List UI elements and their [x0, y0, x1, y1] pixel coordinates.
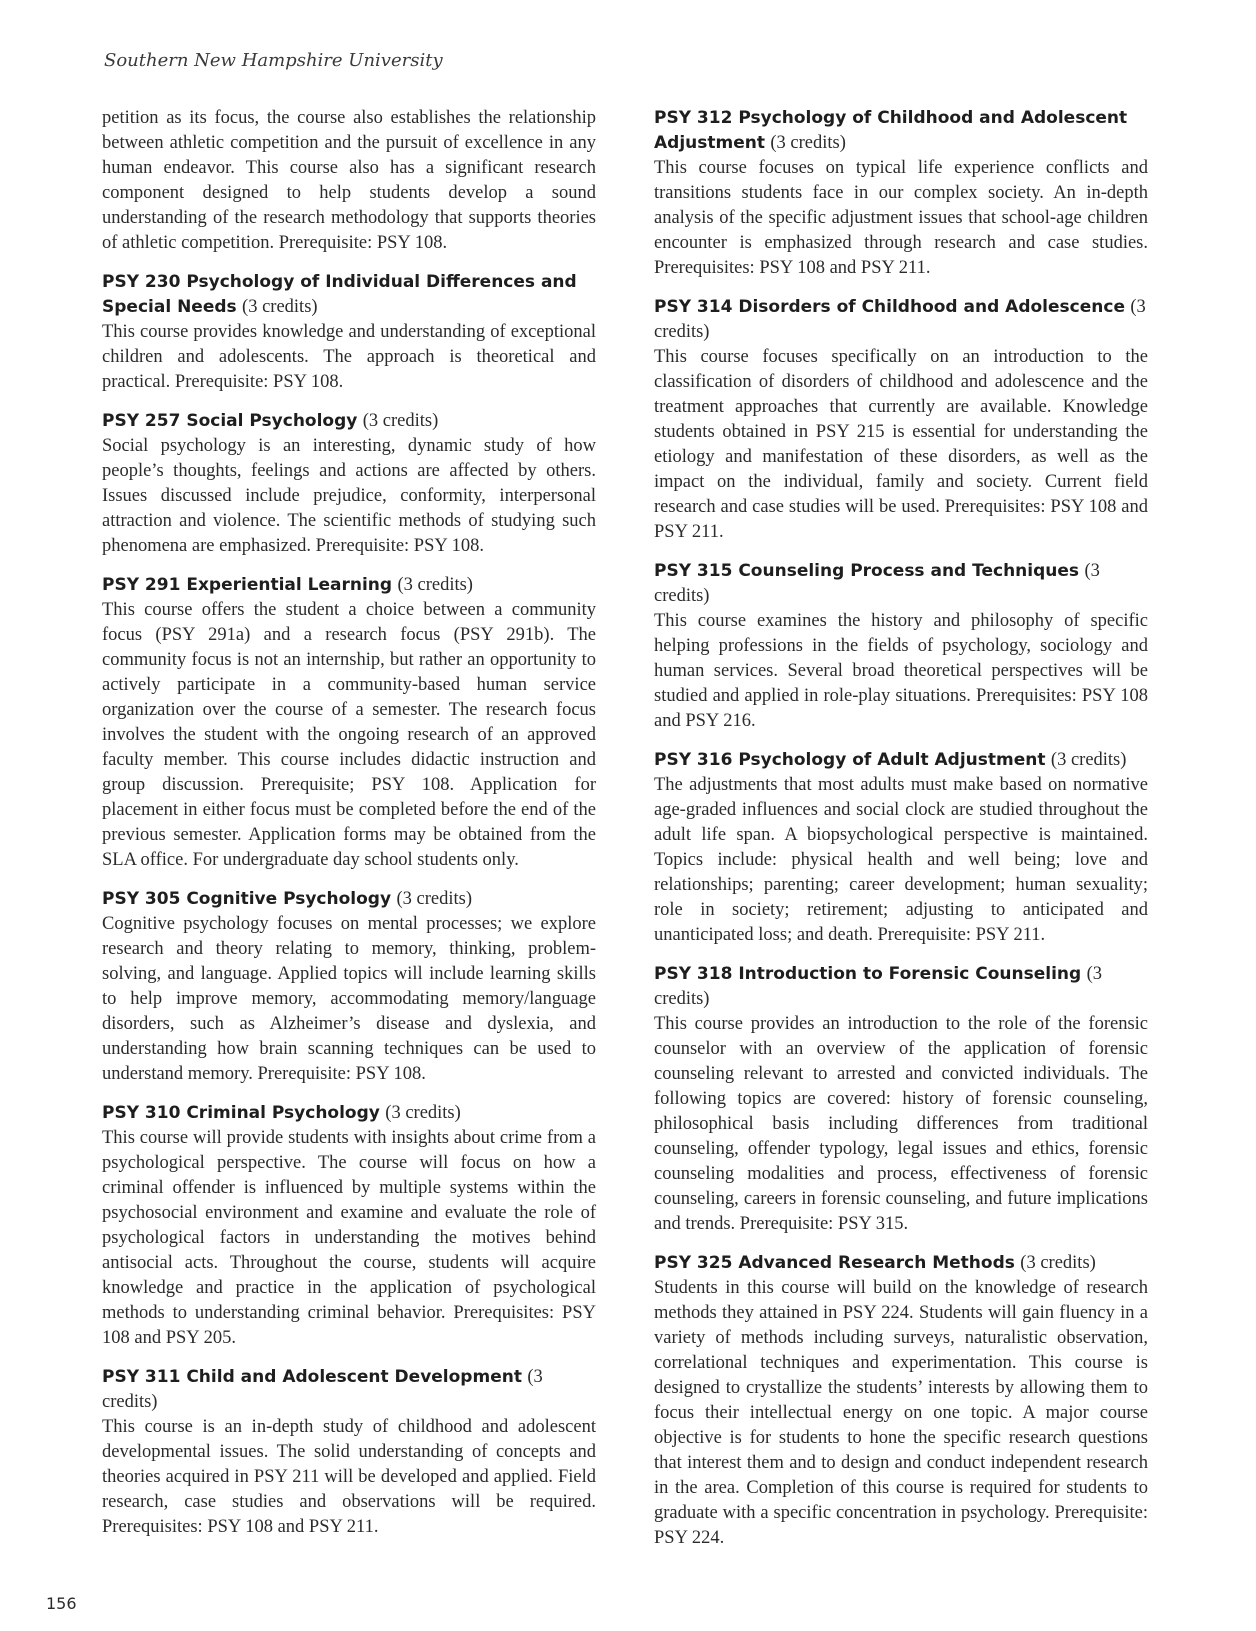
- course-title: PSY 315 Counseling Process and Techniques: [654, 561, 1080, 581]
- course-title: PSY 305 Cognitive Psychology: [102, 889, 392, 909]
- course-credits: (3 credits): [362, 411, 439, 431]
- page-number: 156: [46, 1594, 77, 1613]
- course-description: Cognitive psychology focuses on mental processes; we explore research and theory relating to memory, thinking, problem-solving, and language. Applied topics will include learning skills to help improve memory, accommodating memory/language disorders, such as Alzheimer’s disease and dyslexia, and understanding how brain scanning techniques can be used to understand memory. Prerequisite: PSY 108.: [102, 914, 596, 1084]
- course-credits: (3 credits): [1050, 750, 1127, 770]
- course-title: PSY 325 Advanced Research Methods: [654, 1253, 1015, 1273]
- course-heading: [654, 748, 1148, 773]
- course-entry-psy-230: [102, 270, 596, 395]
- course-description: This course will provide students with insights about crime from a psychological perspective. The course will focus on how a criminal offender is influenced by multiple systems within the psychosocial environment and examine and evaluate the role of psychological factors in understanding the motives behind antisocial acts. Throughout the course, students will acquire knowledge and practice in the application of psychological methods to understanding criminal behavior. Prerequisites: PSY 108 and PSY 205.: [102, 1128, 596, 1348]
- course-entry-psy-314: [654, 295, 1148, 545]
- course-entry-psy-316: [654, 748, 1148, 948]
- course-title: PSY 312 Psychology of Childhood and Adolescent Adjustment: [654, 108, 1128, 153]
- course-credits: (3 credits): [654, 561, 1100, 606]
- course-credits: (3 credits): [102, 1367, 543, 1412]
- course-title: PSY 311 Child and Adolescent Development: [102, 1367, 522, 1387]
- course-description: This course examines the history and philosophy of specific helping professions in the fields of psychology, sociology and human services. Several broad theoretical perspectives will be studied and applied in role-play situations. Prerequisites: PSY 108 and PSY 216.: [654, 611, 1148, 731]
- course-heading: [654, 106, 1148, 156]
- course-entry-psy-312: [654, 106, 1148, 281]
- course-title: PSY 291 Experiential Learning: [102, 575, 393, 595]
- course-title: PSY 318 Introduction to Forensic Counseling: [654, 964, 1082, 984]
- course-heading: [654, 962, 1148, 1012]
- course-description: This course provides an introduction to the role of the forensic counselor with an overview of the application of forensic counseling relevant to arrested and convicted individuals. The following topics are covered: history of forensic counseling, philosophical basis including differences from traditional counseling, offender typology, legal issues and ethics, forensic counseling modalities and process, effectiveness of forensic counseling, careers in forensic counseling, and future implications and trends. Prerequisite: PSY 315.: [654, 1014, 1148, 1234]
- running-head: Southern New Hampshire University: [104, 50, 443, 71]
- course-credits: (3 credits): [242, 297, 318, 317]
- course-credits: (3 credits): [654, 964, 1103, 1009]
- course-credits: (3 credits): [770, 133, 846, 153]
- course-description: Social psychology is an interesting, dynamic study of how people’s thoughts, feelings and actions are affected by others. Issues discussed include prejudice, conformity, interpersonal attraction and violence. The scientific methods of studying such phenomena are emphasized. Prerequisite: PSY 108.: [102, 436, 596, 556]
- course-description: This course focuses on typical life experience conflicts and transitions students face in our complex society. An in-depth analysis of the specific adjustment issues that school-age children encounter is emphasized through research and case studies. Prerequisites: PSY 108 and PSY 211.: [654, 158, 1148, 278]
- course-heading: [654, 559, 1148, 609]
- course-entry-psy-310: [102, 1101, 596, 1351]
- course-heading: [102, 887, 596, 912]
- course-description: This course provides knowledge and understanding of exceptional children and adolescents. The approach is theoretical and practical. Prerequisite: PSY 108.: [102, 322, 596, 392]
- course-credits: (3 credits): [396, 889, 472, 909]
- course-entry-psy-318: [654, 962, 1148, 1237]
- course-description: This course offers the student a choice between a community focus (PSY 291a) and a research focus (PSY 291b). The community focus is not an internship, but rather an opportunity to actively participate in a community-based human service organization over the course of a semester. The research focus involves the student with the ongoing research of an approved faculty member. This course includes didactic instruction and group discussion. Prerequisite; PSY 108. Application for placement in either focus must be completed before the end of the previous semester. Application forms may be obtained from the SLA office. For undergraduate day school students only.: [102, 600, 596, 870]
- continuation-entry: [102, 106, 596, 256]
- course-title: PSY 257 Social Psychology: [102, 411, 358, 431]
- course-heading: [102, 1101, 596, 1126]
- course-credits: (3 credits): [1020, 1253, 1096, 1273]
- right-column: [654, 106, 1148, 1565]
- course-entry-psy-315: [654, 559, 1148, 734]
- course-credits: (3 credits): [385, 1103, 461, 1123]
- course-credits: (3 credits): [397, 575, 473, 595]
- course-heading: [102, 270, 596, 320]
- course-entry-psy-311: [102, 1365, 596, 1540]
- course-entry-psy-325: [654, 1251, 1148, 1551]
- course-description: This course is an in-depth study of childhood and adolescent developmental issues. The solid understanding of concepts and theories acquired in PSY 211 will be developed and applied. Field research, case studies and observations will be required. Prerequisites: PSY 108 and PSY 211.: [102, 1417, 596, 1537]
- course-title: PSY 314 Disorders of Childhood and Adolescence: [654, 297, 1125, 317]
- course-entry-psy-291: [102, 573, 596, 873]
- course-heading: [654, 295, 1148, 345]
- course-entry-psy-257: [102, 409, 596, 559]
- course-credits: (3 credits): [654, 297, 1146, 342]
- course-title: PSY 316 Psychology of Adult Adjustment: [654, 750, 1046, 770]
- course-title: PSY 230 Psychology of Individual Differences and Special Needs: [102, 272, 577, 317]
- course-description: This course focuses specifically on an introduction to the classification of disorders of childhood and adolescence and the treatment approaches that currently are available. Knowledge students obtained in PSY 215 is essential for understanding the etiology and manifestation of these disorders, as well as the impact on the individual, family and society. Current field research and case studies will be used. Prerequisites: PSY 108 and PSY 211.: [654, 347, 1148, 542]
- course-title: PSY 310 Criminal Psychology: [102, 1103, 380, 1123]
- course-heading: [102, 1365, 596, 1415]
- course-description: The adjustments that most adults must make based on normative age-graded influences and social clock are studied throughout the adult life span. A biopsychological perspective is maintained. Topics include: physical health and well being; love and relationships; parenting; career development; human sexuality; role in society; retirement; adjusting to anticipated and unanticipated loss; and death. Prerequisite: PSY 211.: [654, 775, 1148, 945]
- course-heading: [654, 1251, 1148, 1276]
- left-column: [102, 106, 596, 1554]
- course-description: Students in this course will build on the knowledge of research methods they attained in PSY 224. Students will gain fluency in a variety of methods including surveys, naturalistic observation, correlational techniques and experimentation. This course is designed to crystallize the students’ interests by allowing them to focus their intellectual energy on one topic. A major course objective is for students to hone the specific research questions that interest them and to design and conduct independent research in the area. Completion of this course is required for students to graduate with a specific concentration in psychology. Prerequisite: PSY 224.: [654, 1278, 1148, 1548]
- course-heading: [102, 409, 596, 434]
- course-entry-psy-305: [102, 887, 596, 1087]
- course-heading: [102, 573, 596, 598]
- continuation-text: petition as its focus, the course also establishes the relationship between athletic competition and the pursuit of excellence in any human endeavor. This course also has a significant research component designed to help students develop a sound understanding of the research methodology that supports theories of athletic competition. Prerequisite: PSY 108.: [102, 108, 596, 253]
